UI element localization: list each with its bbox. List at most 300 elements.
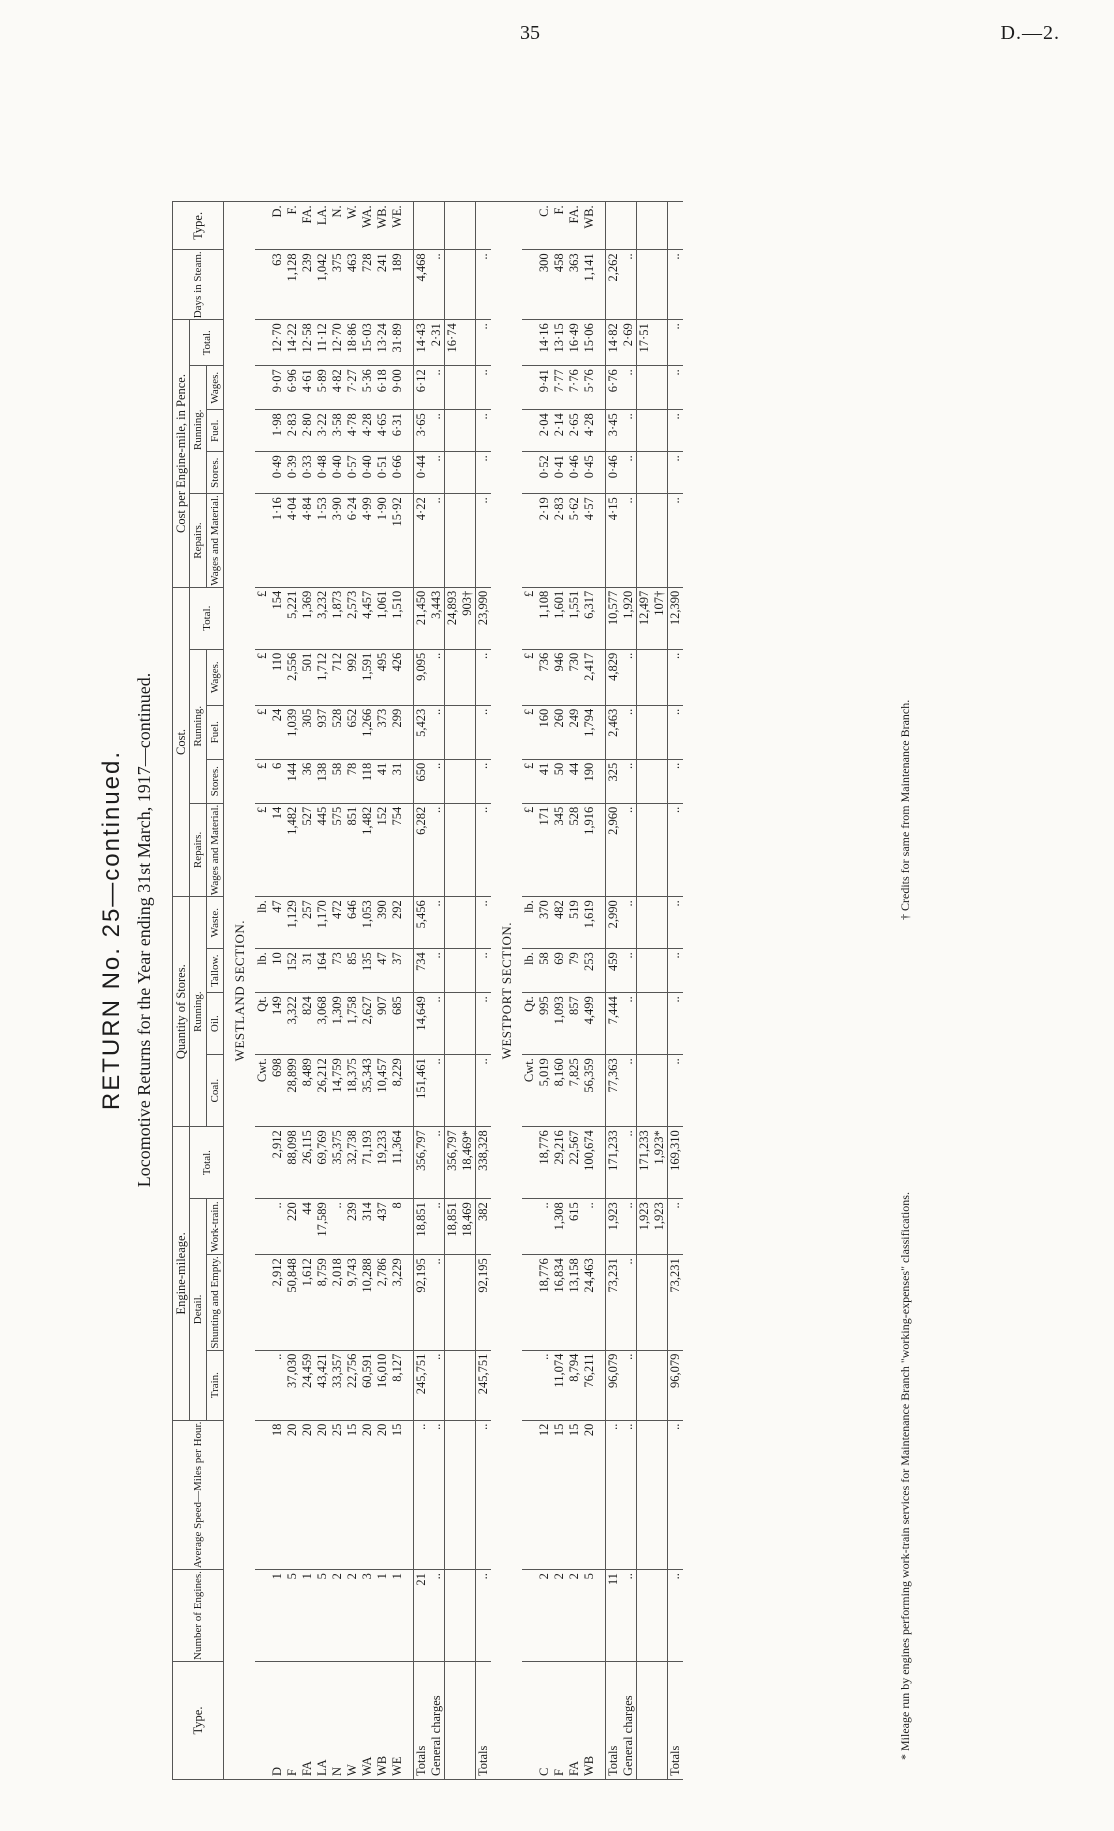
table-cell	[405, 1199, 414, 1255]
table-cell	[597, 803, 606, 896]
table-cell: ..	[668, 993, 684, 1055]
table-cell: ..	[429, 1420, 445, 1569]
table-cell	[668, 202, 684, 250]
table-cell	[637, 949, 653, 993]
table-cell	[652, 649, 668, 705]
table-cell	[522, 1570, 537, 1662]
table-cell: 0·49	[270, 452, 285, 494]
table-cell: 79	[567, 949, 582, 993]
table-cell: 154	[270, 587, 285, 649]
table-cell: 2·83	[552, 494, 567, 587]
table-cell: ..	[668, 1199, 684, 1255]
group-cost-running: Running.	[190, 649, 207, 803]
table-cell: 41	[537, 759, 552, 803]
table-cell: ..	[429, 1127, 445, 1199]
table-cell: 9,095	[414, 649, 430, 705]
table-cell: 253	[582, 949, 597, 993]
table-cell	[460, 1420, 476, 1569]
table-cell: ..	[476, 705, 492, 759]
table-cell: 20	[375, 1420, 390, 1569]
table-cell: 8,160	[552, 1055, 567, 1127]
table-cell: 575	[330, 803, 345, 896]
unit-label: £	[255, 587, 270, 649]
table-cell	[429, 202, 445, 250]
table-cell: ..	[668, 759, 684, 803]
table-cell	[637, 202, 653, 250]
col-cpm-wages: Wages.	[207, 366, 224, 410]
table-cell: ..	[668, 649, 684, 705]
table-cell: ..	[621, 1055, 637, 1127]
table-cell: 23,990	[476, 587, 492, 649]
table-cell: 1·53	[315, 494, 330, 587]
table-cell: ..	[429, 993, 445, 1055]
table-cell: ..	[476, 649, 492, 705]
unit-label: Qt.	[522, 993, 537, 1055]
table-cell	[652, 803, 668, 896]
table-cell	[445, 494, 461, 587]
table-cell	[460, 1350, 476, 1420]
table-cell	[414, 202, 430, 250]
table-cell	[255, 1420, 270, 1569]
table-cell: 6,317	[582, 587, 597, 649]
table-cell: 1,308	[552, 1199, 567, 1255]
table-cell	[405, 202, 414, 250]
group-engine-mileage: Engine-mileage.	[173, 1127, 190, 1420]
table-cell: ..	[621, 1127, 637, 1199]
table-cell: 0·46	[606, 452, 622, 494]
table-cell: 646	[345, 897, 360, 949]
table-cell: 2·83	[285, 410, 300, 452]
table-cell: 482	[552, 897, 567, 949]
table-cell: ..	[621, 993, 637, 1055]
row-label: WE	[390, 1662, 405, 1780]
table-cell: 0·52	[537, 452, 552, 494]
group-cost-per-mile: Cost per Engine-mile, in Pence.	[173, 320, 190, 587]
table-cell: ..	[476, 993, 492, 1055]
table-cell: 37	[390, 949, 405, 993]
table-cell: 7·27	[345, 366, 360, 410]
table-cell: ..	[429, 250, 445, 320]
table-row	[390, 202, 405, 1780]
table-cell	[522, 202, 537, 250]
table-row	[300, 202, 315, 1780]
table-cell: 1,923*	[652, 1127, 668, 1199]
col-cost-fuel: Fuel.	[207, 705, 224, 759]
table-cell: 21	[414, 1570, 430, 1662]
table-cell: 71,193	[360, 1127, 375, 1199]
table-cell: 18,851	[445, 1199, 461, 1255]
col-cpm-stores: Stores.	[207, 452, 224, 494]
table-cell: 18,776	[537, 1127, 552, 1199]
table-cell: 245,751	[476, 1350, 492, 1420]
table-cell: 13·15	[552, 320, 567, 366]
table-cell	[652, 705, 668, 759]
totals-row	[606, 202, 622, 1780]
table-cell: 60,591	[360, 1350, 375, 1420]
unit-label: £	[255, 649, 270, 705]
table-cell	[597, 649, 606, 705]
col-avg-speed: Average Speed—Miles per Hour.	[173, 1420, 224, 1569]
westport-section-title	[491, 202, 522, 1780]
table-cell: 5,423	[414, 705, 430, 759]
table-cell: ..	[429, 1199, 445, 1255]
table-cell	[460, 410, 476, 452]
table-cell: 5·89	[315, 366, 330, 410]
table-cell: 9,743	[345, 1255, 360, 1350]
table-cell	[460, 320, 476, 366]
table-cell: 0·40	[330, 452, 345, 494]
table-cell	[522, 410, 537, 452]
col-number-of-engines: Number of Engines.	[173, 1570, 224, 1662]
table-cell: 26,212	[315, 1055, 330, 1127]
table-cell: 37,030	[285, 1350, 300, 1420]
table-cell: 20	[285, 1420, 300, 1569]
table-cell: 3·65	[414, 410, 430, 452]
table-cell	[637, 897, 653, 949]
table-cell: 10,288	[360, 1255, 375, 1350]
table-cell: 110	[270, 649, 285, 705]
table-cell: 292	[390, 897, 405, 949]
table-cell	[597, 1255, 606, 1350]
table-cell: 9·41	[537, 366, 552, 410]
table-cell	[522, 1255, 537, 1350]
table-cell: 370	[537, 897, 552, 949]
table-cell: 8,759	[315, 1255, 330, 1350]
table-cell	[597, 452, 606, 494]
table-cell	[522, 1127, 537, 1199]
table-cell: 36	[300, 759, 315, 803]
table-cell: 6·18	[375, 366, 390, 410]
section-title: WESTPORT SECTION.	[491, 202, 522, 1780]
table-cell: 14·43	[414, 320, 430, 366]
table-cell: ..	[606, 1420, 622, 1569]
table-cell	[255, 1662, 270, 1780]
table-cell: 2,912	[270, 1255, 285, 1350]
table-cell: 5	[315, 1570, 330, 1662]
return-title: RETURN No. 25—continued.	[98, 749, 125, 1111]
table-cell: 527	[300, 803, 315, 896]
document-reference: D.—2.	[1000, 22, 1060, 44]
table-cell: 189	[390, 250, 405, 320]
table-cell: 1,873	[330, 587, 345, 649]
table-cell: 5·62	[567, 494, 582, 587]
table-cell	[597, 705, 606, 759]
footnote-dagger: † Credits for same from Maintenance Branch.	[898, 699, 912, 920]
table-cell: 169,310	[668, 1127, 684, 1199]
table-cell: 15·03	[360, 320, 375, 366]
table-cell	[405, 993, 414, 1055]
table-cell	[597, 587, 606, 649]
table-cell: 1·98	[270, 410, 285, 452]
table-cell: ..	[429, 1055, 445, 1127]
table-cell	[405, 759, 414, 803]
rotated-table-area	[98, 80, 1018, 1780]
col-cpm-repairs-wm: Wages and Material.	[207, 494, 224, 587]
table-cell: ..	[476, 1570, 492, 1662]
col-tallow: Tallow.	[207, 949, 224, 993]
col-cost-wages: Wages.	[207, 649, 224, 705]
table-cell: 3,443	[429, 587, 445, 649]
table-cell: 519	[567, 897, 582, 949]
table-cell	[405, 1570, 414, 1662]
table-cell	[597, 759, 606, 803]
table-cell: 10	[270, 949, 285, 993]
table-cell: 16·49	[567, 320, 582, 366]
table-cell: ..	[621, 649, 637, 705]
table-cell	[652, 410, 668, 452]
table-cell: 5,456	[414, 897, 430, 949]
unit-label: Cwt.	[522, 1055, 537, 1127]
table-cell: 16·74	[445, 320, 461, 366]
table-cell	[597, 1662, 606, 1780]
table-cell: ..	[621, 250, 637, 320]
table-cell: 18,469*	[460, 1127, 476, 1199]
table-cell: 47	[270, 897, 285, 949]
table-cell	[405, 1350, 414, 1420]
table-cell: 495	[375, 649, 390, 705]
table-cell: 712	[330, 649, 345, 705]
group-stores-running: Running.	[190, 897, 207, 1127]
table-cell: 21,450	[414, 587, 430, 649]
table-cell: 1,920	[621, 587, 637, 649]
table-cell: ..	[429, 803, 445, 896]
table-cell: 15	[345, 1420, 360, 1569]
table-cell: 249	[567, 705, 582, 759]
row-label: Totals	[606, 1662, 622, 1780]
table-cell: 2,556	[285, 649, 300, 705]
table-cell: ..	[429, 1350, 445, 1420]
col-cost-repairs-wm: Wages and Material.	[207, 803, 224, 896]
row-label: WB	[375, 1662, 390, 1780]
table-cell: 69,769	[315, 1127, 330, 1199]
table-cell: 528	[330, 705, 345, 759]
table-cell: 160	[537, 705, 552, 759]
table-cell: 6·12	[414, 366, 430, 410]
unit-label: Cwt.	[255, 1055, 270, 1127]
row-label	[445, 1662, 461, 1780]
table-cell: 4·28	[360, 410, 375, 452]
table-cell	[597, 1199, 606, 1255]
col-type: Type.	[173, 1662, 224, 1780]
table-cell: 138	[315, 759, 330, 803]
table-cell: 15	[390, 1420, 405, 1569]
table-cell	[597, 1055, 606, 1127]
table-cell: ..	[621, 705, 637, 759]
table-cell	[445, 250, 461, 320]
table-cell: 3,229	[390, 1255, 405, 1350]
table-cell: 13,158	[567, 1255, 582, 1350]
table-cell: 24,463	[582, 1255, 597, 1350]
row-label: LA	[315, 1662, 330, 1780]
table-cell	[522, 1350, 537, 1420]
table-cell: 0·45	[582, 452, 597, 494]
table-cell: 257	[300, 897, 315, 949]
table-cell: ..	[429, 897, 445, 949]
table-cell: 299	[390, 705, 405, 759]
table-cell: 135	[360, 949, 375, 993]
table-cell: 58	[330, 759, 345, 803]
table-cell	[621, 202, 637, 250]
table-cell	[597, 202, 606, 250]
table-cell: 1,923	[652, 1199, 668, 1255]
table-cell: 56,359	[582, 1055, 597, 1127]
table-cell: 0·48	[315, 452, 330, 494]
table-cell: 3,232	[315, 587, 330, 649]
table-body	[224, 202, 684, 1780]
table-cell: 24,893	[445, 587, 461, 649]
table-cell	[255, 202, 270, 250]
table-cell	[652, 1055, 668, 1127]
col-cpm-fuel: Fuel.	[207, 410, 224, 452]
table-cell	[460, 494, 476, 587]
table-cell: 652	[345, 705, 360, 759]
table-cell	[255, 320, 270, 366]
table-cell: 14	[270, 803, 285, 896]
table-cell: 2	[567, 1570, 582, 1662]
table-cell: 241	[375, 250, 390, 320]
table-cell	[460, 250, 476, 320]
table-cell	[445, 1055, 461, 1127]
group-detail: Detail.	[190, 1199, 207, 1420]
table-cell: 1,923	[606, 1199, 622, 1255]
table-cell: 15·06	[582, 320, 597, 366]
table-cell: 356,797	[414, 1127, 430, 1199]
table-cell: 12	[537, 1420, 552, 1569]
table-cell: ..	[668, 1055, 684, 1127]
table-cell	[255, 366, 270, 410]
table-cell: 0·46	[567, 452, 582, 494]
table-cell: ..	[668, 1420, 684, 1569]
table-cell	[597, 1350, 606, 1420]
table-cell	[522, 366, 537, 410]
table-cell: ..	[621, 949, 637, 993]
unit-label: lb.	[522, 897, 537, 949]
subtotal-row	[445, 202, 461, 1780]
table-cell: 1,794	[582, 705, 597, 759]
table-cell	[460, 649, 476, 705]
table-cell: 35,375	[330, 1127, 345, 1199]
table-cell	[460, 897, 476, 949]
table-cell: 4·65	[375, 410, 390, 452]
table-cell: 937	[315, 705, 330, 759]
row-label: FA	[567, 1662, 582, 1780]
table-cell: ..	[429, 452, 445, 494]
table-cell: ..	[668, 452, 684, 494]
table-cell: 356,797	[445, 1127, 461, 1199]
table-cell: 9·07	[270, 366, 285, 410]
units-row	[522, 202, 537, 1780]
table-cell: 96,079	[668, 1350, 684, 1420]
row-label: F	[552, 1662, 567, 1780]
table-cell	[445, 366, 461, 410]
table-cell: 373	[375, 705, 390, 759]
unit-label: lb.	[255, 949, 270, 993]
table-cell: 1,053	[360, 897, 375, 949]
row-label	[637, 1662, 653, 1780]
table-cell: 8,489	[300, 1055, 315, 1127]
table-cell: 88,098	[285, 1127, 300, 1199]
table-cell: 1,510	[390, 587, 405, 649]
table-cell: 314	[360, 1199, 375, 1255]
table-cell: 463	[345, 250, 360, 320]
general-charges-row	[621, 202, 637, 1780]
table-cell: 1,039	[285, 705, 300, 759]
table-cell: 3,068	[315, 993, 330, 1055]
table-cell: 1,712	[315, 649, 330, 705]
table-cell: 18,469	[460, 1199, 476, 1255]
section-title: WESTLAND SECTION.	[224, 202, 256, 1780]
table-cell: 1,128	[285, 250, 300, 320]
row-label: N	[330, 1662, 345, 1780]
table-cell: 8,229	[390, 1055, 405, 1127]
table-cell	[522, 250, 537, 320]
table-cell: 1,758	[345, 993, 360, 1055]
table-cell: 18	[270, 1420, 285, 1569]
table-cell: 0·66	[390, 452, 405, 494]
group-cost: Cost.	[173, 587, 190, 896]
table-cell: 18·86	[345, 320, 360, 366]
table-cell: ..	[621, 1255, 637, 1350]
col-coal: Coal.	[207, 1055, 224, 1127]
table-cell: 31	[390, 759, 405, 803]
table-cell	[460, 949, 476, 993]
row-label: W	[345, 1662, 360, 1780]
table-cell: 14,649	[414, 993, 430, 1055]
table-cell: ..	[621, 1350, 637, 1420]
table-cell	[460, 366, 476, 410]
table-cell: 12·70	[270, 320, 285, 366]
table-cell: 25	[330, 1420, 345, 1569]
table-cell: 76,211	[582, 1350, 597, 1420]
table-cell: 995	[537, 993, 552, 1055]
table-cell	[445, 897, 461, 949]
table-cell: 239	[300, 250, 315, 320]
totals-row	[414, 202, 430, 1780]
table-cell	[597, 897, 606, 949]
table-cell: 24,459	[300, 1350, 315, 1420]
table-cell: 20	[582, 1420, 597, 1569]
table-cell: 458	[552, 250, 567, 320]
table-cell: 2,573	[345, 587, 360, 649]
table-cell: 31	[300, 949, 315, 993]
table-cell: FA.	[567, 202, 582, 250]
table-cell: WE.	[390, 202, 405, 250]
row-label: Totals	[668, 1662, 684, 1780]
table-cell: 1·16	[270, 494, 285, 587]
table-cell: 5,019	[537, 1055, 552, 1127]
table-cell	[522, 1420, 537, 1569]
table-cell: 5	[285, 1570, 300, 1662]
table-cell	[652, 366, 668, 410]
table-cell: 390	[375, 897, 390, 949]
table-cell	[405, 1255, 414, 1350]
table-cell	[637, 993, 653, 1055]
locomotive-returns-table	[172, 201, 683, 1780]
table-cell: 0·44	[414, 452, 430, 494]
table-cell: ..	[621, 494, 637, 587]
table-cell: 2,262	[606, 250, 622, 320]
table-cell	[637, 452, 653, 494]
table-cell: 1·90	[375, 494, 390, 587]
table-cell: 6·31	[390, 410, 405, 452]
table-cell: ..	[476, 897, 492, 949]
table-cell	[255, 1350, 270, 1420]
table-cell: 4·04	[285, 494, 300, 587]
table-cell: 1,601	[552, 587, 567, 649]
table-cell: 6·96	[285, 366, 300, 410]
table-cell: ..	[621, 759, 637, 803]
unit-label: £	[522, 803, 537, 896]
